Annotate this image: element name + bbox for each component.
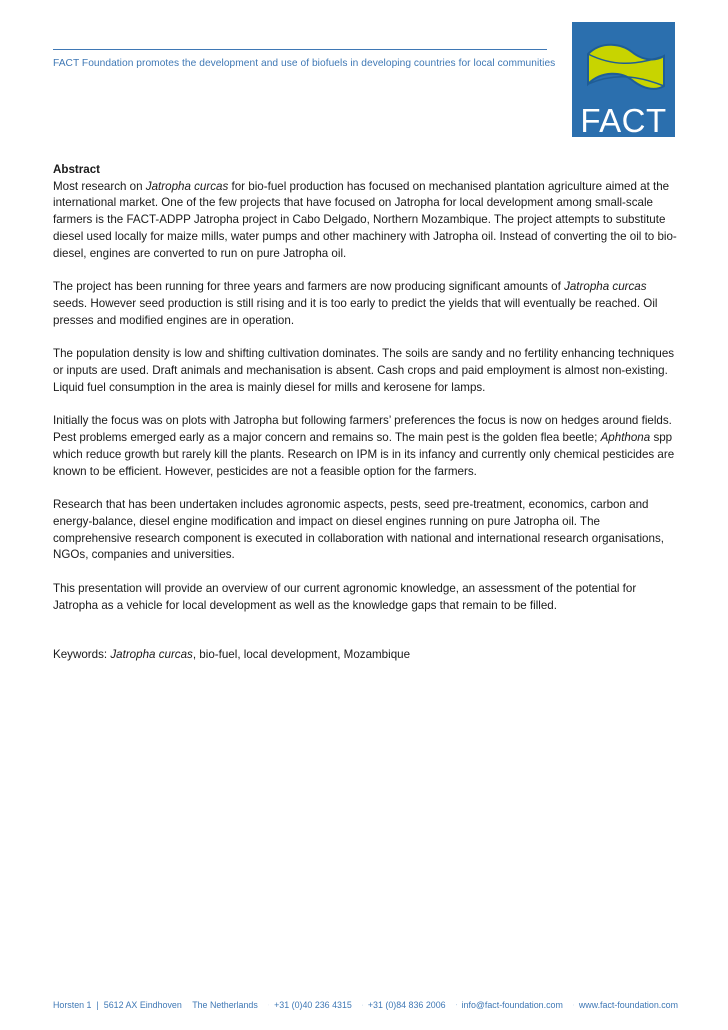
footer-street: Horsten 1 xyxy=(53,1000,92,1010)
abstract-section xyxy=(53,162,678,681)
abstract-paragraph-1: Most research on Jatropha curcas for bio-fuel production has focused on mechanised plantation agriculture aimed at the international market. One of the few projects that have focused on Jatropha for local development among small-scale farmers is the FACT-ADPP Jatropha project in Cabo Delgado, Northern Mozambique. The project attempts to substitute diesel used locally for maize mills, water pumps and other machinery with Jatropha oil. Instead of converting the oil to bio-diesel, engines are converted to run on pure Jatropha oil. xyxy=(53,179,677,260)
header-tagline: FACT Foundation promotes the development and use of biofuels in developing countries for local communities xyxy=(53,58,556,69)
abstract-paragraph-2: The project has been running for three years and farmers are now producing significant amounts of Jatropha curcas seeds. However seed production is still rising and it is too early to predict the yields that will eventually be reached. Oil presses and modified engines are in operation. xyxy=(53,280,658,327)
footer-fax: +31 (0)84 836 2006 xyxy=(367,1000,446,1010)
header-rule xyxy=(53,49,547,50)
abstract-paragraph-4: Initially the focus was on plots with Jatropha but following farmers’ preferences the focus is now on hedges around fields. Pest problems emerged early as a major concern and remains so. The main pest is the golden flea beetle; Aphthona spp which reduce growth but rarely kill the plants. Research on IPM is in its infancy and currently only chemical pesticides are known to be efficient. However, pesticides are not a feasible option for the farmers. xyxy=(53,414,675,478)
footer-web[interactable]: www.fact-foundation.com xyxy=(578,1000,678,1010)
footer-country: The Netherlands xyxy=(192,1000,258,1010)
abstract-title: Abstract xyxy=(53,163,101,176)
footer-email[interactable]: info@fact-foundation.com xyxy=(461,1000,563,1010)
fax-icon xyxy=(362,1000,363,1010)
footer-phone[interactable]: +31 (0)40 236 4315 xyxy=(274,1000,352,1010)
keywords-line: Keywords: Jatropha curcas, bio-fuel, local development, Mozambique xyxy=(53,648,411,662)
logo-ribbon-graphic xyxy=(572,22,675,102)
globe-icon xyxy=(573,1000,574,1010)
footer-separator: | xyxy=(96,1000,99,1010)
abstract-paragraph-5: Research that has been undertaken includes agronomic aspects, pests, seed pre-treatment, economics, carbon and energy-balance, diesel engine modification and impact on diesel engines running on pure Jatropha oil. The comprehensive research component is executed in collaboration with national and international research organisations, NGOs, companies and universities. xyxy=(53,498,664,562)
abstract-paragraph-6: This presentation will provide an overview of our current agronomic knowledge, an assessment of the potential for Jatropha as a vehicle for local development as well as the knowledge gaps that remain to be filled. xyxy=(53,582,637,612)
logo-text: FACT xyxy=(580,102,667,139)
footer-city: 5612 AX Eindhoven xyxy=(103,1000,182,1010)
fact-logo xyxy=(572,22,675,137)
abstract-paragraph-3: The population density is low and shifting cultivation dominates. The soils are sandy and no fertility enhancing techniques or inputs are used. Draft animals and mechanisation is absent. Cash crops and paid employment is almost non-existing. Liquid fuel consumption in the area is mainly diesel for mills and kerosene for lamps. xyxy=(53,347,675,394)
email-icon xyxy=(456,1000,457,1010)
footer-contact xyxy=(53,1000,678,1010)
phone-icon xyxy=(268,1000,269,1010)
